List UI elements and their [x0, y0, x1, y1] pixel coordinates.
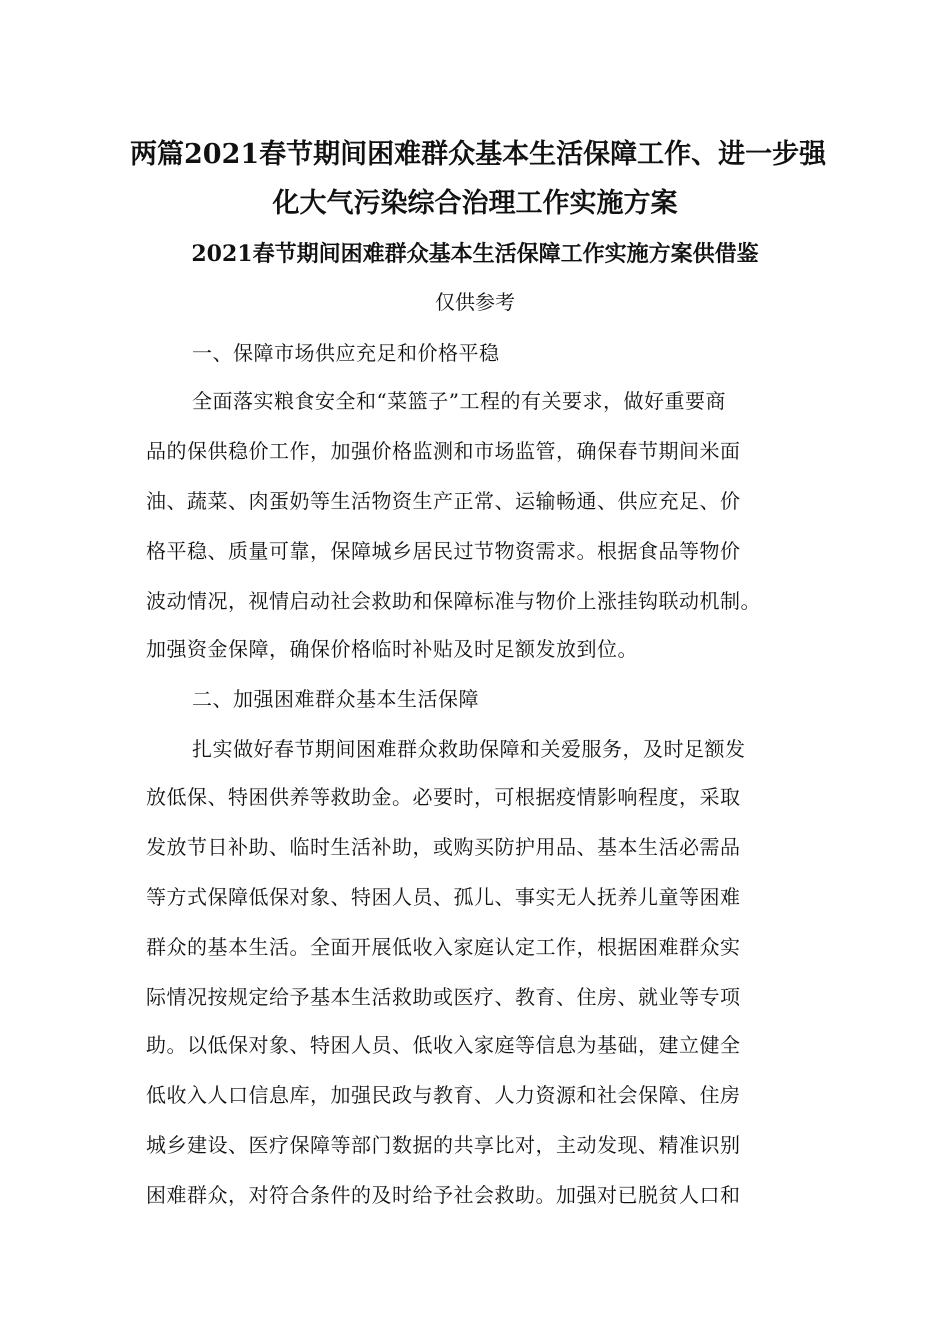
paragraph-line: 城乡建设、医疗保障等部门数据的共享比对，主动发现、精准识别: [146, 1133, 741, 1157]
paragraph-line: 全面落实粮食安全和“菜篮子”工程的有关要求，做好重要商: [192, 389, 726, 413]
paragraph-line: 际情况按规定给予基本生活救助或医疗、教育、住房、就业等专项: [146, 985, 741, 1009]
paragraph-line: 助。以低保对象、特困人员、低收入家庭等信息为基础，建立健全: [146, 1033, 741, 1057]
paragraph-line: 发放节日补助、临时生活补助，或购买防护用品、基本生活必需品: [146, 835, 741, 859]
document-title-line-1: 两篇2021春节期间困难群众基本生活保障工作、进一步强: [130, 139, 827, 170]
section-heading-1: 一、保障市场供应充足和价格平稳: [192, 341, 500, 365]
paragraph-line: 等方式保障低保对象、特困人员、孤儿、事实无人抚养儿童等困难: [146, 885, 741, 909]
paragraph-line: 困难群众，对符合条件的及时给予社会救助。加强对已脱贫人口和: [146, 1183, 741, 1207]
document-subtitle: 2021春节期间困难群众基本生活保障工作实施方案供借鉴: [191, 241, 759, 267]
paragraph-line: 波动情况，视情启动社会救助和保障标准与物价上涨挂钩联动机制。: [146, 589, 761, 613]
paragraph-line: 品的保供稳价工作，加强价格监测和市场监管，确保春节期间米面: [146, 439, 741, 463]
paragraph-line: 放低保、特困供养等救助金。必要时，可根据疫情影响程度，采取: [146, 785, 741, 809]
paragraph-line: 加强资金保障，确保价格临时补贴及时足额发放到位。: [146, 637, 638, 661]
reference-note: 仅供参考: [435, 290, 515, 314]
paragraph-line: 格平稳、质量可靠，保障城乡居民过节物资需求。根据食品等物价: [146, 539, 741, 563]
paragraph-line: 扎实做好春节期间困难群众救助保障和关爱服务，及时足额发: [192, 737, 746, 761]
section-heading-2: 二、加强困难群众基本生活保障: [192, 687, 479, 711]
document-title-line-2: 化大气污染综合治理工作实施方案: [272, 188, 678, 219]
paragraph-line: 群众的基本生活。全面开展低收入家庭认定工作，根据困难群众实: [146, 935, 741, 959]
paragraph-line: 油、蔬菜、肉蛋奶等生活物资生产正常、运输畅通、供应充足、价: [146, 489, 741, 513]
paragraph-line: 低收入人口信息库，加强民政与教育、人力资源和社会保障、住房: [146, 1083, 741, 1107]
